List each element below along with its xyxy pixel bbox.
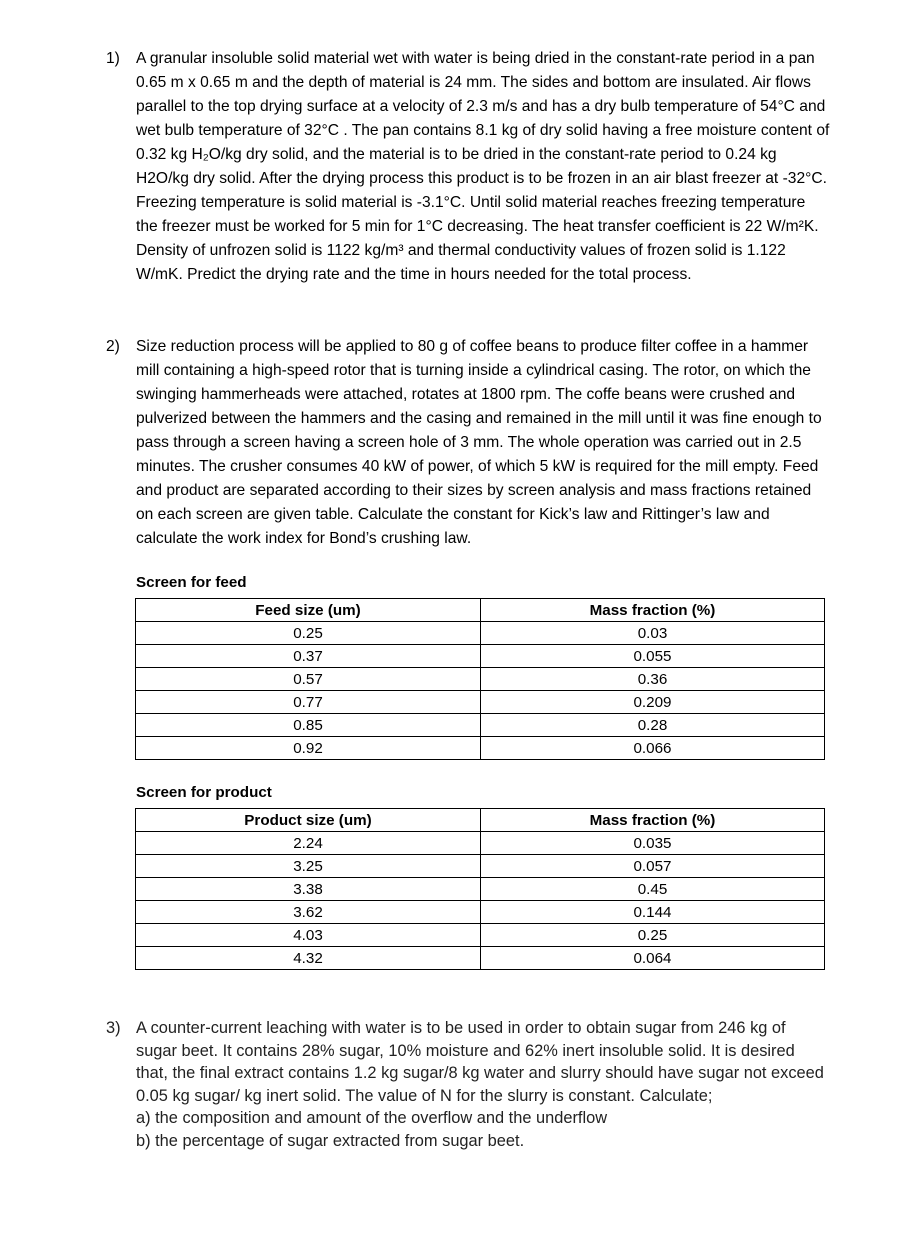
mass-fraction-cell: 0.03 — [481, 622, 825, 645]
mass-fraction-cell: 0.055 — [481, 645, 825, 668]
question-3-body — [136, 1017, 831, 1152]
product-size-header: Product size (um) — [136, 809, 481, 832]
product-size-cell: 2.24 — [136, 832, 481, 855]
table-row — [136, 737, 825, 760]
question-2-text: Size reduction process will be applied to 80 g of coffee beans to produce filter coffee in a hammer mill containing a high-speed rotor that is turning inside a cylindrical casing. The rotor, on which the swinging hammerheads were attached, rotates at 1800 rpm. The coffe beans were crushed and pulverized between the hammers and the casing and remained in the mill until it was fine enough to pass through a screen having a screen hole of 3 mm. The whole operation was carried out in 2.5 minutes. The crusher consumes 40 kW of power, of which 5 kW is required for the mill empty. Feed and product are separated according to their sizes by screen analysis and mass fractions retained on each screen are given table. Calculate the constant for Kick’s law and Rittinger’s law and calculate the work index for Bond’s crushing law. — [136, 338, 822, 547]
product-table-caption: Screen for product — [136, 784, 272, 801]
mass-fraction-header: Mass fraction (%) — [481, 599, 825, 622]
question-2 — [106, 335, 831, 551]
table-row — [136, 691, 825, 714]
table-row — [136, 622, 825, 645]
mass-fraction-cell: 0.209 — [481, 691, 825, 714]
feed-size-cell: 0.92 — [136, 737, 481, 760]
table-row — [136, 878, 825, 901]
mass-fraction-cell: 0.057 — [481, 855, 825, 878]
question-2-number: 2) — [106, 338, 120, 355]
mass-fraction-cell: 0.064 — [481, 947, 825, 970]
product-size-cell: 3.38 — [136, 878, 481, 901]
table-row — [136, 668, 825, 691]
table-row — [136, 714, 825, 737]
table-row — [136, 947, 825, 970]
mass-fraction-cell: 0.45 — [481, 878, 825, 901]
feed-size-cell: 0.57 — [136, 668, 481, 691]
feed-table-caption: Screen for feed — [136, 574, 247, 591]
question-1 — [106, 47, 831, 287]
question-3-part-b: b) the percentage of sugar extracted from sugar beet. — [136, 1131, 525, 1150]
mass-fraction-cell: 0.28 — [481, 714, 825, 737]
question-3-number: 3) — [106, 1019, 121, 1037]
question-3 — [106, 1017, 831, 1152]
feed-size-cell: 0.85 — [136, 714, 481, 737]
feed-size-cell: 0.25 — [136, 622, 481, 645]
mass-fraction-cell: 0.035 — [481, 832, 825, 855]
feed-size-header: Feed size (um) — [136, 599, 481, 622]
table-row — [136, 855, 825, 878]
product-size-cell: 4.32 — [136, 947, 481, 970]
feed-size-cell: 0.77 — [136, 691, 481, 714]
mass-fraction-cell: 0.25 — [481, 924, 825, 947]
table-header-row — [136, 599, 825, 622]
feed-screen-table — [135, 598, 825, 760]
table-header-row — [136, 809, 825, 832]
mass-fraction-header: Mass fraction (%) — [481, 809, 825, 832]
table-row — [136, 924, 825, 947]
mass-fraction-cell: 0.144 — [481, 901, 825, 924]
mass-fraction-cell: 0.066 — [481, 737, 825, 760]
table-row — [136, 832, 825, 855]
question-3-part-a: a) the composition and amount of the overflow and the underflow — [136, 1109, 608, 1127]
mass-fraction-cell: 0.36 — [481, 668, 825, 691]
product-screen-table — [135, 808, 825, 970]
feed-size-cell: 0.37 — [136, 645, 481, 668]
product-size-cell: 3.62 — [136, 901, 481, 924]
product-size-cell: 3.25 — [136, 855, 481, 878]
product-size-cell: 4.03 — [136, 924, 481, 947]
question-1-text: A granular insoluble solid material wet with water is being dried in the constant-rate period in a pan 0.65 m x 0.65 m and the depth of material is 24 mm. The sides and bottom are insulated. Air flows parallel to the top drying surface at a velocity of 2.3 m/s and has a dry bulb temperature of 54°C and wet bulb temperature of 32°C . The pan contains 8.1 kg of dry solid having a free moisture content of 0.32 kg H₂O/kg dry solid, and the material is to be dried in the constant-rate period to 0.24 kg H2O/kg dry solid. After the drying process this product is to be frozen in an air blast freezer at -32°C. Freezing temperature is solid material is -3.1°C. Until solid material reaches freezing temperature the freezer must be worked for 5 min for 1°C decreasing. The heat transfer coefficient is 22 W/m²K. Density of unfrozen solid is 1122 kg/m³ and thermal conductivity values of frozen solid is 1.122 W/mK. Predict the drying rate and the time in hours needed for the total process. — [136, 50, 830, 283]
table-row — [136, 645, 825, 668]
table-row — [136, 901, 825, 924]
question-1-number: 1) — [106, 50, 120, 67]
question-3-text: A counter-current leaching with water is to be used in order to obtain sugar from 246 kg of sugar beet. It contains 28% sugar, 10% moisture and 62% inert insoluble solid. It is desired that, the final extract contains 1.2 kg sugar/8 kg water and slurry should have sugar not exceed 0.05 kg sugar/ kg inert solid. The value of N for the slurry is constant. Calculate; — [136, 1019, 824, 1105]
